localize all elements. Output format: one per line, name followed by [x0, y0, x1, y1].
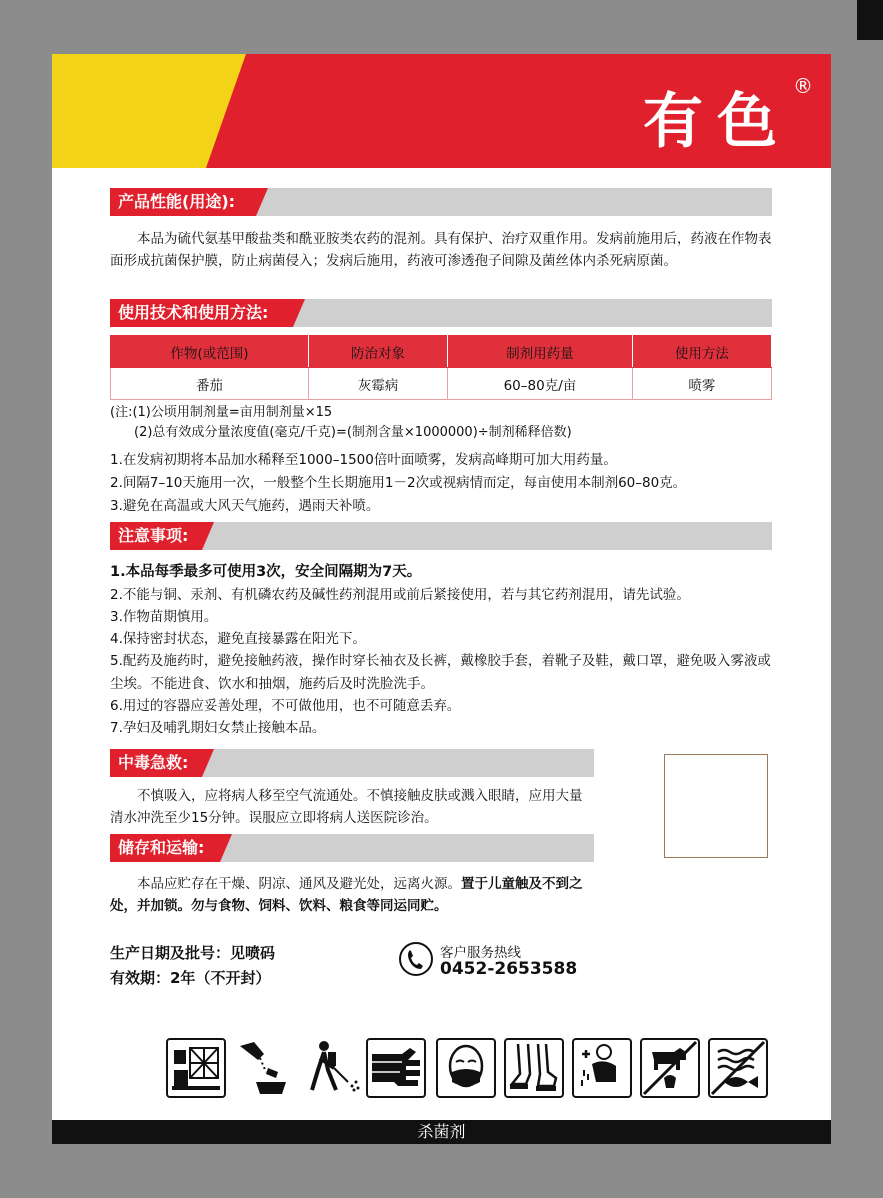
table-cell: 喷雾 — [632, 368, 771, 400]
section-title: 储存和运输: — [118, 838, 205, 857]
hotline — [398, 941, 578, 981]
pesticide-label — [52, 54, 831, 1144]
harmful-to-fish-icon — [708, 1038, 768, 1098]
usage-step: 1.在发病初期将本品加水稀释至1000–1500倍叶面喷雾，发病高峰期可加大用药量。 — [110, 452, 617, 468]
section-header-performance — [110, 188, 772, 216]
performance-text: 本品为硫代氨基甲酸盐类和酰亚胺类农药的混剂。具有保护、治疗双重作用。发病前施用后，药液在作物表面形成抗菌保护膜，防止病菌侵入；发病后施用，药液可渗透孢子间隙及菌丝体内杀死病原菌。 — [110, 231, 772, 269]
usage-note-2: (2)总有效成分量浓度值(毫克/千克)=(制剂含量×1000000)÷制剂稀释倍数) — [134, 425, 572, 440]
validity: 有效期：2年（不开封） — [110, 969, 271, 987]
footer-category: 杀菌剂 — [52, 1120, 831, 1144]
section-header-shape — [110, 522, 772, 550]
usage-step: 3.避免在高温或大风天气施药，遇雨天补喷。 — [110, 498, 380, 514]
table-cell: 番茄 — [111, 368, 309, 400]
table-cell: 60–80克/亩 — [448, 368, 633, 400]
usage-table — [110, 335, 772, 400]
storage-text-a: 本品应贮存在干燥、阴凉、通风及避光处，远离火源。 — [137, 876, 461, 892]
mask-icon — [436, 1038, 496, 1098]
section-header-firstaid — [110, 749, 594, 777]
caution-item: 2.不能与铜、汞剂、有机磷农药及碱性药剂混用或前后紧接使用，若与其它药剂混用，请先试验。 — [110, 587, 690, 603]
table-header-cell: 防治对象 — [308, 336, 447, 368]
section-header-storage — [110, 834, 594, 862]
section-title: 注意事项: — [118, 526, 189, 545]
usage-step: 2.间隔7–10天施用一次，一般整个生长期施用1－2次或视病情而定，每亩使用本制剂60–80克。 — [110, 475, 687, 491]
firstaid-text: 不慎吸入，应将病人移至空气流通处。不慎接触皮肤或溅入眼睛，应用大量清水冲洗至少15分钟。误服应立即将病人送医院诊治。 — [110, 788, 583, 826]
caution-item: 1.本品每季最多可使用3次，安全间隔期为7天。 — [110, 564, 422, 580]
table-cell: 灰霉病 — [308, 368, 447, 400]
corner-mark — [857, 0, 883, 40]
gloves-icon — [366, 1038, 426, 1098]
section-header-usage — [110, 299, 772, 327]
storage-text — [110, 873, 588, 917]
wash-after-use-icon — [572, 1038, 632, 1098]
usage-note-1: (注:(1)公顷用制剂量=亩用制剂量×15 — [110, 405, 333, 420]
stamp-box — [664, 754, 768, 858]
section-title: 产品性能(用途): — [118, 192, 236, 211]
spraying-icon — [302, 1038, 362, 1098]
storage-text-b: 置于儿童触及不到之处，并加锁。勿与食物、饲料、饮料、粮食等同运同贮。 — [110, 876, 583, 914]
table-row — [111, 368, 772, 400]
hotline-label: 客户服务热线 — [440, 945, 521, 961]
phone-icon — [398, 941, 434, 977]
table-header-cell: 作物(或范围) — [111, 336, 309, 368]
batch-number: 生产日期及批号：见喷码 — [110, 944, 276, 962]
section-header-cautions — [110, 522, 772, 550]
table-header-cell: 制剂用药量 — [448, 336, 633, 368]
caution-item: 6.用过的容器应妥善处理，不可做他用，也不可随意丢弃。 — [110, 698, 461, 714]
caution-item: 4.保持密封状态，避免直接暴露在阳光下。 — [110, 631, 366, 647]
section-title: 中毒急救: — [118, 753, 189, 772]
hotline-number: 0452-2653588 — [440, 959, 578, 979]
boots-icon — [504, 1038, 564, 1098]
caution-item: 5.配药及施药时，避免接触药液，操作时穿长袖衣及长裤，戴橡胶手套，着靴子及鞋，戴口罩，避免吸入雾液或尘埃。不能进食、饮水和抽烟，施药后及时洗脸洗手。 — [110, 653, 771, 692]
mixing-icon — [234, 1038, 294, 1098]
safety-pictograms — [166, 1038, 770, 1100]
caution-item: 7.孕妇及哺乳期妇女禁止接触本品。 — [110, 720, 326, 736]
brand-name: 有色 — [643, 87, 791, 157]
harmful-to-livestock-icon — [640, 1038, 700, 1098]
registered-mark: ® — [793, 74, 813, 98]
section-title: 使用技术和使用方法: — [118, 303, 269, 322]
table-header-cell: 使用方法 — [632, 336, 771, 368]
table-header-row — [111, 336, 772, 368]
locked-storage-icon — [166, 1038, 226, 1098]
caution-item: 3.作物苗期慎用。 — [110, 609, 218, 625]
production-info — [110, 941, 275, 991]
